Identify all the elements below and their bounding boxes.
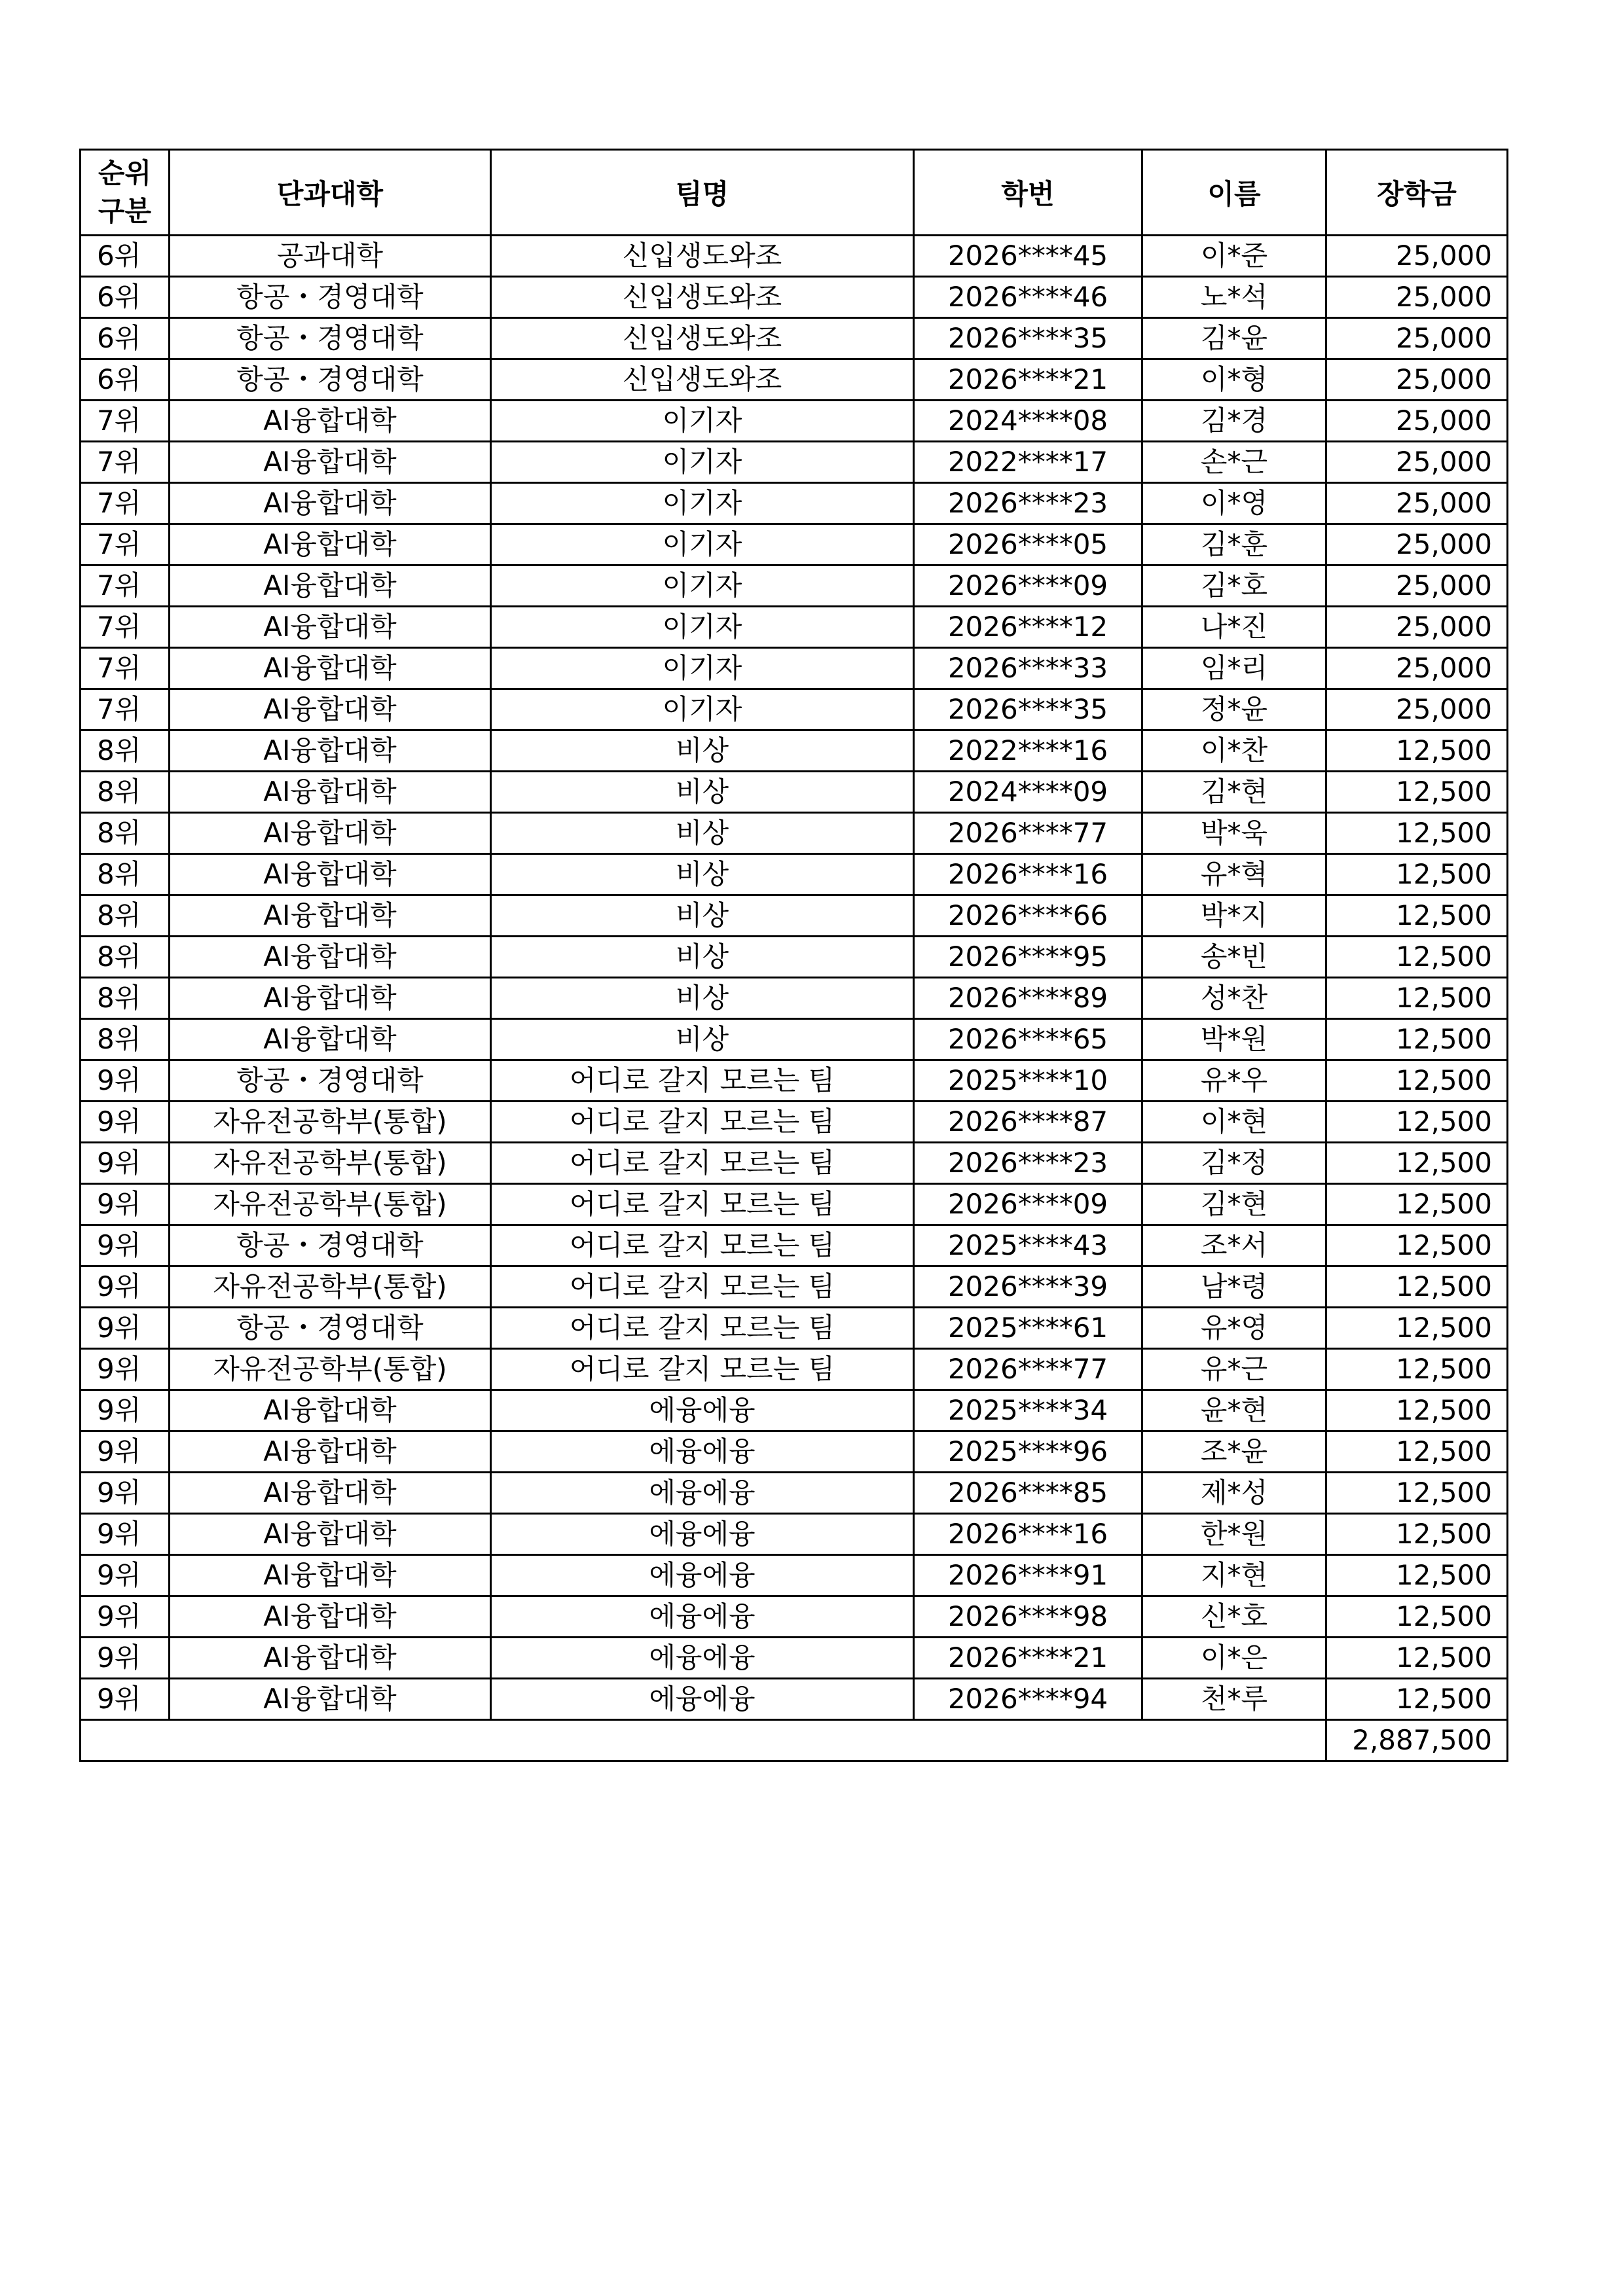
rank-cell: 9위 <box>81 1596 170 1638</box>
table-row <box>81 1555 1508 1596</box>
team-cell: 어디로 갈지 모르는 팀 <box>491 1349 914 1390</box>
college-cell: 자유전공학부(통합) <box>170 1349 491 1390</box>
name-cell: 조*서 <box>1142 1225 1326 1266</box>
amount-cell: 12,500 <box>1326 813 1508 854</box>
table-row <box>81 1266 1508 1308</box>
amount-cell: 12,500 <box>1326 1308 1508 1349</box>
student-id-cell: 2024****08 <box>914 401 1142 442</box>
header-rank-line2: 구분 <box>98 195 152 227</box>
name-cell: 유*혁 <box>1142 854 1326 895</box>
amount-cell: 12,500 <box>1326 1266 1508 1308</box>
rank-cell: 8위 <box>81 730 170 772</box>
table-row <box>81 401 1508 442</box>
student-id-cell: 2026****46 <box>914 277 1142 318</box>
name-cell: 지*현 <box>1142 1555 1326 1596</box>
table-row <box>81 1349 1508 1390</box>
header-name: 이름 <box>1142 150 1326 236</box>
amount-cell: 25,000 <box>1326 401 1508 442</box>
rank-cell: 7위 <box>81 689 170 730</box>
amount-cell: 12,500 <box>1326 1019 1508 1060</box>
table-row <box>81 813 1508 854</box>
header-row <box>81 150 1508 236</box>
team-cell: 이기자 <box>491 689 914 730</box>
team-cell: 이기자 <box>491 565 914 607</box>
table-row <box>81 937 1508 978</box>
name-cell: 천*루 <box>1142 1679 1326 1720</box>
college-cell: AI융합대학 <box>170 1514 491 1555</box>
table-row <box>81 1060 1508 1102</box>
table-row <box>81 565 1508 607</box>
name-cell: 김*현 <box>1142 1184 1326 1225</box>
team-cell: 에융에융 <box>491 1638 914 1679</box>
team-cell: 에융에융 <box>491 1555 914 1596</box>
team-cell: 신입생도와조 <box>491 277 914 318</box>
college-cell: AI융합대학 <box>170 772 491 813</box>
name-cell: 조*윤 <box>1142 1431 1326 1473</box>
team-cell: 어디로 갈지 모르는 팀 <box>491 1143 914 1184</box>
total-row <box>81 1720 1508 1761</box>
team-cell: 비상 <box>491 854 914 895</box>
student-id-cell: 2026****23 <box>914 1143 1142 1184</box>
header-rank <box>81 150 170 236</box>
student-id-cell: 2026****35 <box>914 689 1142 730</box>
student-id-cell: 2026****85 <box>914 1473 1142 1514</box>
name-cell: 나*진 <box>1142 607 1326 648</box>
header-amount: 장학금 <box>1326 150 1508 236</box>
total-amount: 2,887,500 <box>1326 1720 1508 1761</box>
rank-cell: 7위 <box>81 648 170 689</box>
college-cell: 공과대학 <box>170 236 491 277</box>
rank-cell: 8위 <box>81 895 170 937</box>
name-cell: 김*현 <box>1142 772 1326 813</box>
college-cell: AI융합대학 <box>170 854 491 895</box>
college-cell: AI융합대학 <box>170 1596 491 1638</box>
name-cell: 이*찬 <box>1142 730 1326 772</box>
team-cell: 이기자 <box>491 442 914 483</box>
name-cell: 손*근 <box>1142 442 1326 483</box>
rank-cell: 9위 <box>81 1638 170 1679</box>
rank-cell: 9위 <box>81 1555 170 1596</box>
student-id-cell: 2026****16 <box>914 854 1142 895</box>
team-cell: 에융에융 <box>491 1390 914 1431</box>
student-id-cell: 2026****23 <box>914 483 1142 524</box>
table-row <box>81 1184 1508 1225</box>
amount-cell: 12,500 <box>1326 1679 1508 1720</box>
amount-cell: 12,500 <box>1326 1390 1508 1431</box>
college-cell: 항공・경영대학 <box>170 318 491 359</box>
rank-cell: 7위 <box>81 442 170 483</box>
college-cell: AI융합대학 <box>170 978 491 1019</box>
rank-cell: 9위 <box>81 1431 170 1473</box>
team-cell: 신입생도와조 <box>491 236 914 277</box>
college-cell: AI융합대학 <box>170 1431 491 1473</box>
name-cell: 유*근 <box>1142 1349 1326 1390</box>
amount-cell: 12,500 <box>1326 1225 1508 1266</box>
amount-cell: 25,000 <box>1326 318 1508 359</box>
college-cell: AI융합대학 <box>170 1019 491 1060</box>
student-id-cell: 2026****45 <box>914 236 1142 277</box>
team-cell: 비상 <box>491 772 914 813</box>
table-row <box>81 1679 1508 1720</box>
name-cell: 한*원 <box>1142 1514 1326 1555</box>
amount-cell: 12,500 <box>1326 895 1508 937</box>
table-row <box>81 895 1508 937</box>
table-row <box>81 1473 1508 1514</box>
name-cell: 김*훈 <box>1142 524 1326 565</box>
student-id-cell: 2026****09 <box>914 1184 1142 1225</box>
college-cell: AI융합대학 <box>170 565 491 607</box>
table-row <box>81 1019 1508 1060</box>
scholarship-table <box>79 149 1508 1762</box>
team-cell: 어디로 갈지 모르는 팀 <box>491 1184 914 1225</box>
name-cell: 이*영 <box>1142 483 1326 524</box>
student-id-cell: 2026****95 <box>914 937 1142 978</box>
rank-cell: 8위 <box>81 937 170 978</box>
rank-cell: 8위 <box>81 1019 170 1060</box>
student-id-cell: 2026****87 <box>914 1102 1142 1143</box>
table-row <box>81 772 1508 813</box>
college-cell: AI융합대학 <box>170 648 491 689</box>
team-cell: 비상 <box>491 937 914 978</box>
student-id-cell: 2025****96 <box>914 1431 1142 1473</box>
college-cell: AI융합대학 <box>170 937 491 978</box>
table-row <box>81 978 1508 1019</box>
student-id-cell: 2026****94 <box>914 1679 1142 1720</box>
college-cell: AI융합대학 <box>170 442 491 483</box>
amount-cell: 12,500 <box>1326 1102 1508 1143</box>
student-id-cell: 2026****16 <box>914 1514 1142 1555</box>
student-id-cell: 2026****09 <box>914 565 1142 607</box>
name-cell: 김*경 <box>1142 401 1326 442</box>
name-cell: 송*빈 <box>1142 937 1326 978</box>
college-cell: AI융합대학 <box>170 1390 491 1431</box>
rank-cell: 9위 <box>81 1514 170 1555</box>
amount-cell: 12,500 <box>1326 772 1508 813</box>
team-cell: 이기자 <box>491 648 914 689</box>
team-cell: 비상 <box>491 978 914 1019</box>
table-row <box>81 483 1508 524</box>
header-college: 단과대학 <box>170 150 491 236</box>
name-cell: 성*찬 <box>1142 978 1326 1019</box>
table-row <box>81 1431 1508 1473</box>
rank-cell: 9위 <box>81 1060 170 1102</box>
team-cell: 비상 <box>491 1019 914 1060</box>
college-cell: 자유전공학부(통합) <box>170 1184 491 1225</box>
table-row <box>81 442 1508 483</box>
team-cell: 에융에융 <box>491 1473 914 1514</box>
table-row <box>81 1514 1508 1555</box>
name-cell: 정*윤 <box>1142 689 1326 730</box>
college-cell: AI융합대학 <box>170 1555 491 1596</box>
college-cell: AI융합대학 <box>170 401 491 442</box>
table-row <box>81 689 1508 730</box>
header-student-id: 학번 <box>914 150 1142 236</box>
total-label-cell <box>81 1720 1326 1761</box>
team-cell: 비상 <box>491 895 914 937</box>
name-cell: 박*지 <box>1142 895 1326 937</box>
college-cell: AI융합대학 <box>170 524 491 565</box>
table-row <box>81 854 1508 895</box>
name-cell: 김*윤 <box>1142 318 1326 359</box>
rank-cell: 7위 <box>81 565 170 607</box>
rank-cell: 9위 <box>81 1266 170 1308</box>
college-cell: 자유전공학부(통합) <box>170 1266 491 1308</box>
name-cell: 신*호 <box>1142 1596 1326 1638</box>
team-cell: 이기자 <box>491 607 914 648</box>
rank-cell: 7위 <box>81 524 170 565</box>
team-cell: 에융에융 <box>491 1679 914 1720</box>
rank-cell: 6위 <box>81 236 170 277</box>
table-row <box>81 648 1508 689</box>
rank-cell: 6위 <box>81 277 170 318</box>
rank-cell: 8위 <box>81 978 170 1019</box>
college-cell: 자유전공학부(통합) <box>170 1102 491 1143</box>
student-id-cell: 2025****34 <box>914 1390 1142 1431</box>
rank-cell: 8위 <box>81 772 170 813</box>
college-cell: AI융합대학 <box>170 1679 491 1720</box>
college-cell: AI융합대학 <box>170 689 491 730</box>
amount-cell: 12,500 <box>1326 937 1508 978</box>
header-team: 팀명 <box>491 150 914 236</box>
name-cell: 유*우 <box>1142 1060 1326 1102</box>
student-id-cell: 2026****35 <box>914 318 1142 359</box>
student-id-cell: 2026****21 <box>914 1638 1142 1679</box>
table-row <box>81 1638 1508 1679</box>
name-cell: 김*정 <box>1142 1143 1326 1184</box>
rank-cell: 9위 <box>81 1349 170 1390</box>
student-id-cell: 2026****05 <box>914 524 1142 565</box>
table-row <box>81 1390 1508 1431</box>
college-cell: AI융합대학 <box>170 607 491 648</box>
amount-cell: 12,500 <box>1326 1431 1508 1473</box>
student-id-cell: 2026****98 <box>914 1596 1142 1638</box>
team-cell: 신입생도와조 <box>491 318 914 359</box>
amount-cell: 12,500 <box>1326 1349 1508 1390</box>
amount-cell: 12,500 <box>1326 1638 1508 1679</box>
student-id-cell: 2026****33 <box>914 648 1142 689</box>
amount-cell: 12,500 <box>1326 1184 1508 1225</box>
amount-cell: 25,000 <box>1326 648 1508 689</box>
amount-cell: 12,500 <box>1326 854 1508 895</box>
name-cell: 이*형 <box>1142 359 1326 401</box>
name-cell: 박*욱 <box>1142 813 1326 854</box>
amount-cell: 25,000 <box>1326 483 1508 524</box>
table-row <box>81 1596 1508 1638</box>
amount-cell: 25,000 <box>1326 442 1508 483</box>
table-row <box>81 359 1508 401</box>
table-row <box>81 524 1508 565</box>
name-cell: 박*원 <box>1142 1019 1326 1060</box>
rank-cell: 8위 <box>81 854 170 895</box>
table-row <box>81 730 1508 772</box>
student-id-cell: 2022****17 <box>914 442 1142 483</box>
student-id-cell: 2026****66 <box>914 895 1142 937</box>
team-cell: 이기자 <box>491 401 914 442</box>
student-id-cell: 2026****12 <box>914 607 1142 648</box>
name-cell: 이*현 <box>1142 1102 1326 1143</box>
student-id-cell: 2022****16 <box>914 730 1142 772</box>
rank-cell: 7위 <box>81 401 170 442</box>
name-cell: 제*성 <box>1142 1473 1326 1514</box>
student-id-cell: 2025****61 <box>914 1308 1142 1349</box>
amount-cell: 12,500 <box>1326 1514 1508 1555</box>
table-row <box>81 1225 1508 1266</box>
team-cell: 에융에융 <box>491 1514 914 1555</box>
table-row <box>81 236 1508 277</box>
college-cell: 항공・경영대학 <box>170 1060 491 1102</box>
rank-cell: 9위 <box>81 1184 170 1225</box>
student-id-cell: 2024****09 <box>914 772 1142 813</box>
rank-cell: 7위 <box>81 483 170 524</box>
team-cell: 신입생도와조 <box>491 359 914 401</box>
table-row <box>81 318 1508 359</box>
name-cell: 남*령 <box>1142 1266 1326 1308</box>
team-cell: 어디로 갈지 모르는 팀 <box>491 1225 914 1266</box>
rank-cell: 9위 <box>81 1143 170 1184</box>
name-cell: 노*석 <box>1142 277 1326 318</box>
header-rank-line1: 순위 <box>98 157 152 189</box>
college-cell: AI융합대학 <box>170 813 491 854</box>
team-cell: 이기자 <box>491 483 914 524</box>
rank-cell: 9위 <box>81 1679 170 1720</box>
student-id-cell: 2025****43 <box>914 1225 1142 1266</box>
team-cell: 비상 <box>491 813 914 854</box>
college-cell: AI융합대학 <box>170 895 491 937</box>
amount-cell: 25,000 <box>1326 236 1508 277</box>
college-cell: 항공・경영대학 <box>170 1308 491 1349</box>
college-cell: 항공・경영대학 <box>170 359 491 401</box>
rank-cell: 7위 <box>81 607 170 648</box>
amount-cell: 25,000 <box>1326 689 1508 730</box>
rank-cell: 9위 <box>81 1390 170 1431</box>
student-id-cell: 2025****10 <box>914 1060 1142 1102</box>
rank-cell: 9위 <box>81 1102 170 1143</box>
rank-cell: 8위 <box>81 813 170 854</box>
table-row <box>81 1143 1508 1184</box>
college-cell: 자유전공학부(통합) <box>170 1143 491 1184</box>
amount-cell: 12,500 <box>1326 1555 1508 1596</box>
amount-cell: 12,500 <box>1326 730 1508 772</box>
name-cell: 유*영 <box>1142 1308 1326 1349</box>
team-cell: 비상 <box>491 730 914 772</box>
college-cell: AI융합대학 <box>170 730 491 772</box>
team-cell: 에융에융 <box>491 1431 914 1473</box>
student-id-cell: 2026****77 <box>914 813 1142 854</box>
team-cell: 에융에융 <box>491 1596 914 1638</box>
college-cell: AI융합대학 <box>170 1638 491 1679</box>
rank-cell: 9위 <box>81 1473 170 1514</box>
name-cell: 윤*현 <box>1142 1390 1326 1431</box>
name-cell: 김*호 <box>1142 565 1326 607</box>
table-row <box>81 607 1508 648</box>
student-id-cell: 2026****39 <box>914 1266 1142 1308</box>
name-cell: 이*은 <box>1142 1638 1326 1679</box>
rank-cell: 9위 <box>81 1225 170 1266</box>
table-row <box>81 277 1508 318</box>
rank-cell: 6위 <box>81 318 170 359</box>
student-id-cell: 2026****21 <box>914 359 1142 401</box>
amount-cell: 12,500 <box>1326 1596 1508 1638</box>
name-cell: 임*리 <box>1142 648 1326 689</box>
college-cell: AI융합대학 <box>170 1473 491 1514</box>
college-cell: AI융합대학 <box>170 483 491 524</box>
rank-cell: 9위 <box>81 1308 170 1349</box>
team-cell: 어디로 갈지 모르는 팀 <box>491 1060 914 1102</box>
amount-cell: 25,000 <box>1326 277 1508 318</box>
table-body <box>81 236 1508 1720</box>
student-id-cell: 2026****65 <box>914 1019 1142 1060</box>
amount-cell: 12,500 <box>1326 978 1508 1019</box>
table-row <box>81 1308 1508 1349</box>
student-id-cell: 2026****91 <box>914 1555 1142 1596</box>
amount-cell: 25,000 <box>1326 565 1508 607</box>
amount-cell: 12,500 <box>1326 1143 1508 1184</box>
team-cell: 어디로 갈지 모르는 팀 <box>491 1266 914 1308</box>
college-cell: 항공・경영대학 <box>170 1225 491 1266</box>
student-id-cell: 2026****89 <box>914 978 1142 1019</box>
table-row <box>81 1102 1508 1143</box>
college-cell: 항공・경영대학 <box>170 277 491 318</box>
name-cell: 이*준 <box>1142 236 1326 277</box>
team-cell: 이기자 <box>491 524 914 565</box>
team-cell: 어디로 갈지 모르는 팀 <box>491 1102 914 1143</box>
student-id-cell: 2026****77 <box>914 1349 1142 1390</box>
amount-cell: 25,000 <box>1326 524 1508 565</box>
amount-cell: 12,500 <box>1326 1473 1508 1514</box>
rank-cell: 6위 <box>81 359 170 401</box>
amount-cell: 25,000 <box>1326 359 1508 401</box>
amount-cell: 25,000 <box>1326 607 1508 648</box>
amount-cell: 12,500 <box>1326 1060 1508 1102</box>
team-cell: 어디로 갈지 모르는 팀 <box>491 1308 914 1349</box>
